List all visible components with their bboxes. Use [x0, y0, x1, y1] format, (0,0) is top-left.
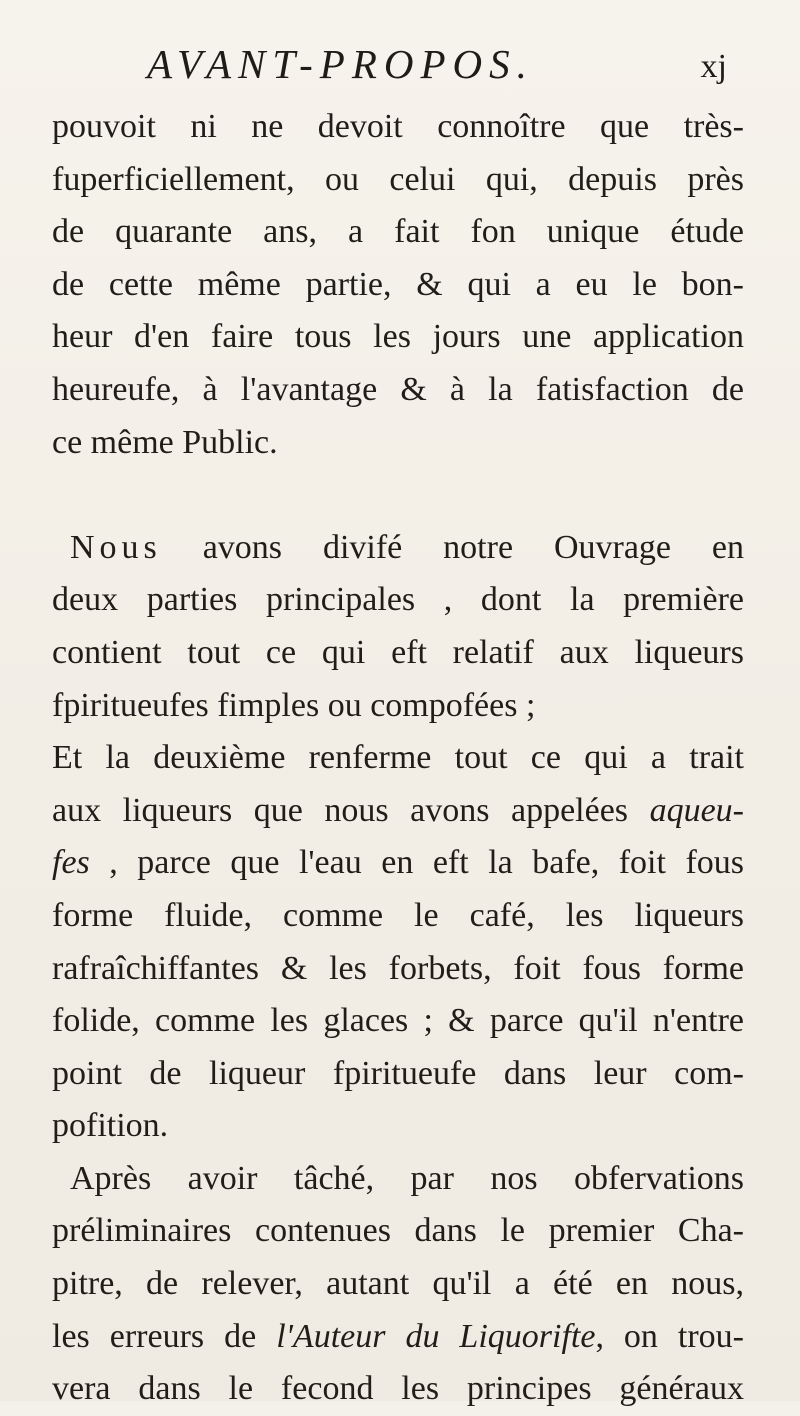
text-line: pofition.: [52, 1107, 169, 1145]
text-line: heur d'en faire tous les jours une application: [52, 318, 744, 356]
text-line: folide, comme les glaces ; & parce qu'il n'entre: [52, 1002, 744, 1040]
running-title: AVANT-PROPOS.: [147, 41, 534, 87]
text-line: de quarante ans, a fait fon unique étude: [52, 213, 744, 251]
body-text: [52, 101, 744, 1416]
text-line: [52, 837, 744, 890]
text-line: ce même Public.: [52, 423, 278, 461]
text-line: rafraîchiffantes & les forbets, foit fous forme: [52, 949, 744, 987]
text-line: [52, 785, 744, 838]
text-line: [52, 1311, 744, 1364]
small-caps-word: Nous: [70, 528, 162, 566]
text-line: fpiritueufes fimples ou compofées ;: [52, 686, 536, 724]
text-span: , parce que l'eau en eft la bafe, foit fous: [109, 844, 744, 882]
text-span: les erreurs de: [52, 1317, 257, 1355]
text-line: préliminaires contenues dans le premier Cha-: [52, 1212, 744, 1250]
text-line: vera dans le fecond les principes généraux: [52, 1370, 744, 1408]
italic-term: fes: [52, 844, 90, 882]
text-line: pitre, de relever, autant qu'il a été en nous,: [52, 1265, 744, 1303]
italic-title: l'Auteur du Liquorifte: [276, 1317, 596, 1355]
page-number: xj: [700, 48, 727, 85]
italic-term: aqueu-: [649, 791, 744, 829]
paragraph-gap: [52, 469, 744, 522]
text-line: point de liqueur fpiritueufe dans leur com-: [52, 1054, 744, 1092]
text-line: contient tout ce qui eft relatif aux liqueurs: [52, 633, 744, 671]
text-line: de cette même partie, & qui a eu le bon-: [52, 265, 744, 303]
text-span: , on trou-: [595, 1317, 744, 1355]
text-line: [52, 522, 744, 575]
running-head: [147, 36, 727, 96]
text-line: deux parties principales , dont la première: [52, 581, 744, 619]
text-line: heureufe, à l'avantage & à la fatisfaction de: [52, 370, 744, 408]
text-line: forme fluide, comme le café, les liqueurs: [52, 896, 744, 934]
text-span: aux liqueurs que nous avons appelées: [52, 791, 629, 829]
text-line: Après avoir tâché, par nos obfervations: [70, 1159, 744, 1197]
text-span: avons divifé notre Ouvrage en: [202, 528, 744, 566]
text-line: pouvoit ni ne devoit connoître que très-: [52, 108, 744, 145]
text-line: Et la deuxième renferme tout ce qui a trait: [52, 739, 744, 777]
text-line: fuperficiellement, ou celui qui, depuis près: [52, 160, 744, 198]
